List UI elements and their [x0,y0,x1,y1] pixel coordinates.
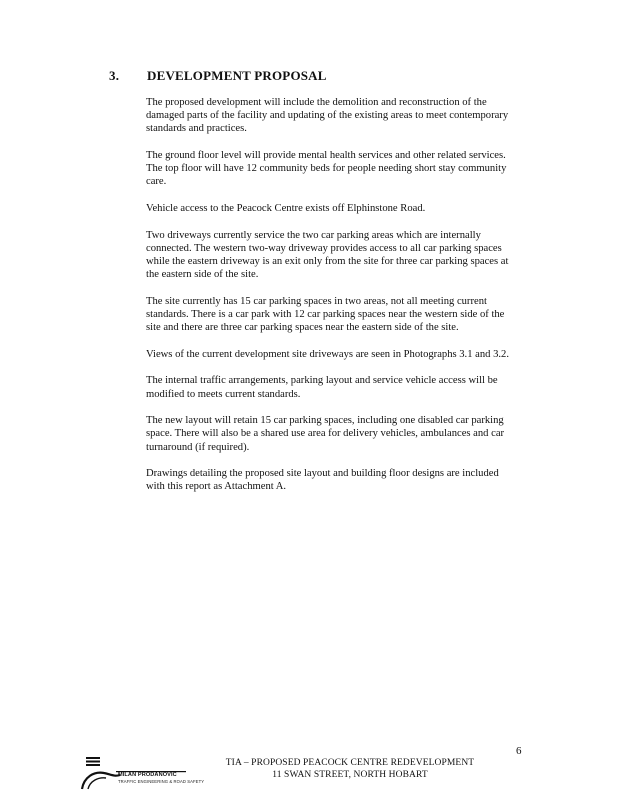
paragraph: The internal traffic arrangements, parking layout and service vehicle access will be modified to meets current standards. [146,375,498,400]
paragraph: The site currently has 15 car parking spaces in two areas, not all meeting current standards. There is a car park with 12 car parking spaces near the western side of the site and there are three car parking spaces near the eastern side of the site. [146,295,505,334]
paragraph: Vehicle access to the Peacock Centre exists off Elphinstone Road. [146,203,426,214]
logo-name: MILAN PRODANOVIC [118,772,177,778]
section-title: DEVELOPMENT PROPOSAL [147,68,327,83]
paragraph: Drawings detailing the proposed site layout and building floor designs are included with this report as Attachment A. [146,468,499,493]
paragraph: Two driveways currently service the two car parking areas which are internally connected. The western two-way driveway provides access to all car parking spaces while the eastern driveway is an exit only from the site for three car parking spaces at the eastern side of the site. [146,229,509,281]
page-footer [160,758,540,781]
footer-title: TIA – PROPOSED PEACOCK CENTRE REDEVELOPMENT [225,758,475,768]
paragraph: The new layout will retain 15 car parking spaces, including one disabled car parking space. There will also be a shared use area for delivery vehicles, ambulances and car turnaround (if required). [146,415,505,453]
section-body [146,96,516,507]
paragraph: The proposed development will include the demolition and reconstruction of the damaged parts of the facility and updating of the existing areas to meet contemporary standards and practices. [146,97,509,135]
footer-address: 11 SWAN STREET, NORTH HOBART [272,769,428,780]
logo-tagline: TRAFFIC ENGINEERING & ROAD SAFETY [118,779,205,784]
section-number: 3. [109,68,120,83]
section-heading [109,68,327,84]
paragraph: Views of the current development site driveways are seen in Photographs 3.1 and 3.2. [146,348,509,360]
paragraph: The ground floor level will provide mental health services and other related services. The top floor will have 12 community beds for people needing short stay community care. [146,150,507,188]
page-number: 6 [516,745,522,757]
